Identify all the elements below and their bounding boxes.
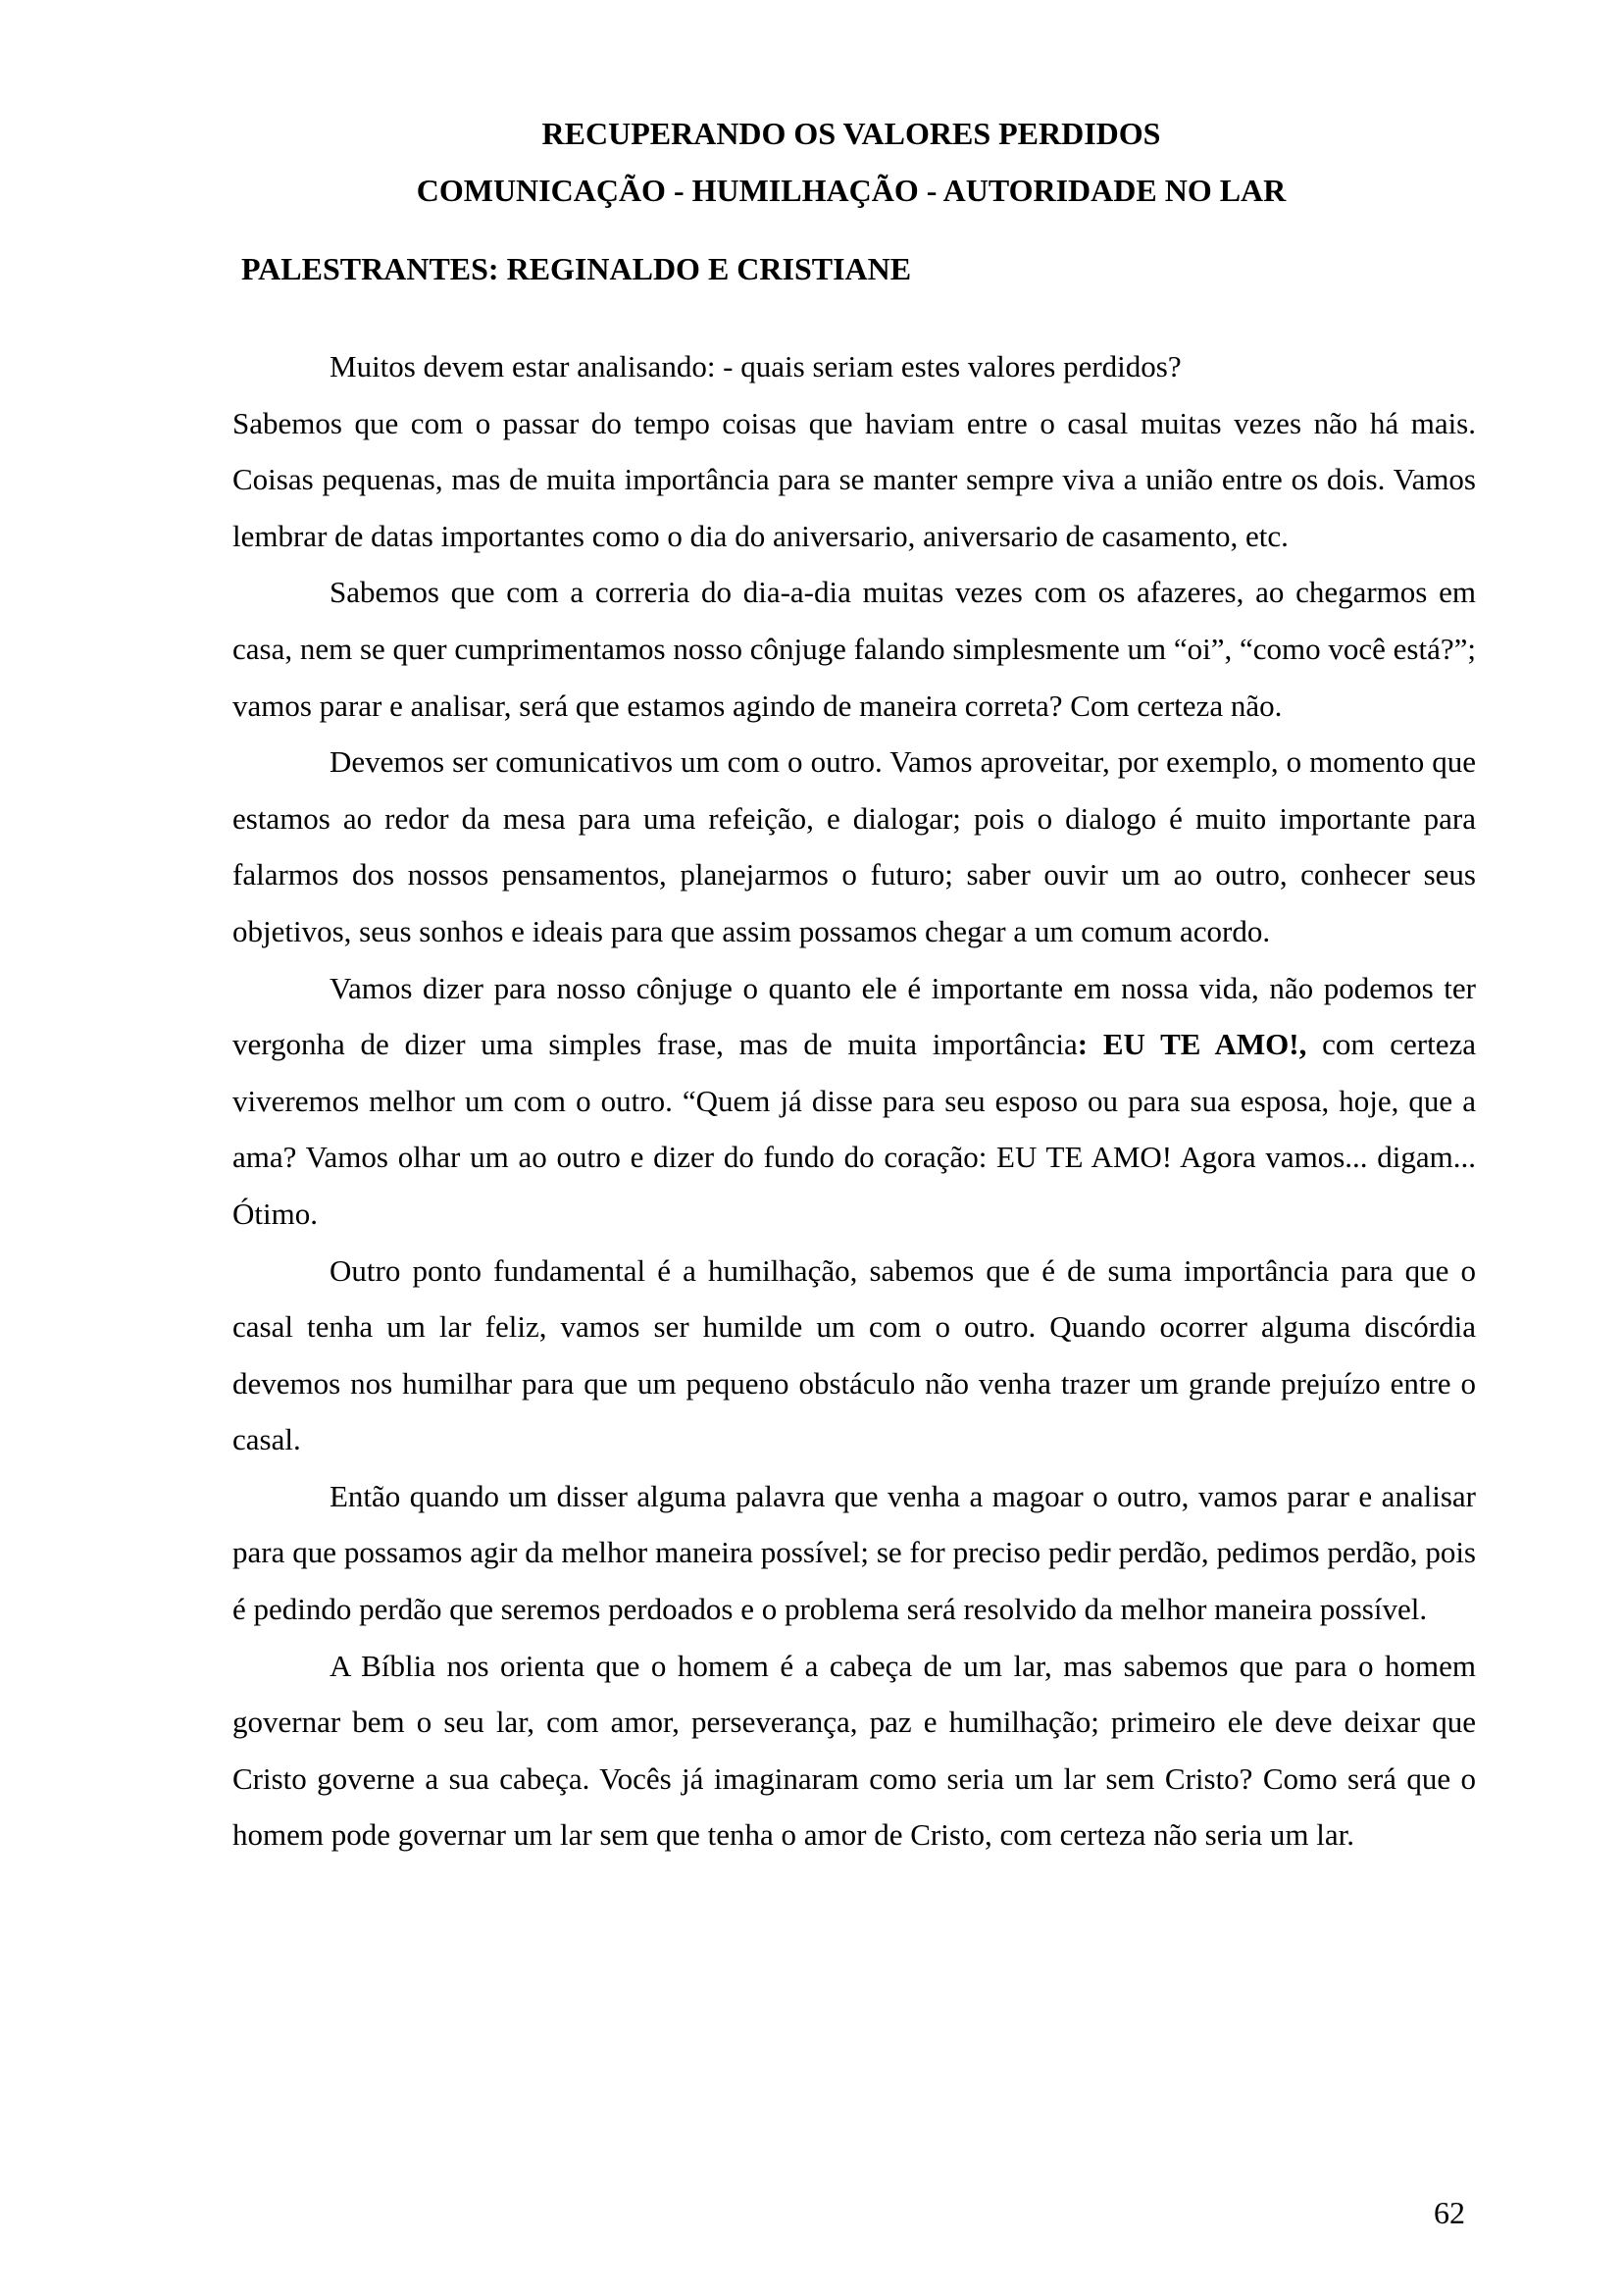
paragraph-7: Então quando um disser alguma palavra que venha a magoar o outro, vamos parar e analisar para que possamos agir da melhor maneira possível; se for preciso pedir perdão, pedimos perdão, pois é pedindo perdão que seremos perdoados e o problema será resolvido da melhor maneira possível. (232, 1478, 1476, 1627)
paragraph-2: Sabemos que com o passar do tempo coisas que haviam entre o casal muitas vezes não há mais. Coisas pequenas, mas de muita importância para se manter sempre viva a união entre os dois. Vamos lembrar de datas importantes como o dia do aniversario, aniversario de casamento, etc. (232, 405, 1476, 553)
paragraph-5 (232, 960, 1476, 1243)
speakers-line: PALESTRANTES: REGINALDO E CRISTIANE (241, 251, 912, 286)
paragraph-3: Sabemos que com a correria do dia-a-dia muitas vezes com os afazeres, ao chegarmos em casa, nem se quer cumprimentamos nosso cônjuge falando simplesmente um “oi”, “como você está?”; vamos parar e analisar, será que estamos agindo de maneira correta? Com certeza não. (232, 575, 1477, 723)
document-subtitle: COMUNICAÇÃO - HUMILHAÇÃO - AUTORIDADE NO LAR (416, 173, 1287, 208)
paragraph-1: Muitos devem estar analisando: - quais seriam estes valores perdidos? (330, 349, 1182, 383)
paragraph-5-text-start: Vamos dizer para nosso cônjuge o quanto ele é importante em nossa vida, não podemos ter vergonha de dizer uma simples frase, mas de muita importância (232, 970, 1476, 1062)
paragraph-5-bold-phrase: : EU TE AMO!, (1077, 1027, 1307, 1062)
document-title: RECUPERANDO OS VALORES PERDIDOS (541, 116, 1161, 151)
paragraph-8: A Bíblia nos orienta que o homem é a cabeça de um lar, mas sabemos que para o homem governar bem o seu lar, com amor, perseverança, paz e humilhação; primeiro ele deve deixar que Cristo governe a sua cabeça. Vocês já imaginaram como seria um lar sem Cristo? Como será que o homem pode governar um lar sem que tenha o amor de Cristo, com certeza não seria um lar. (232, 1648, 1476, 1853)
page-number: 62 (1434, 2195, 1465, 2230)
paragraph-5-text-end: com certeza viveremos melhor um com o outro. “Quem já disse para seu esposo ou para sua esposa, hoje, que a ama? Vamos olhar um ao outro e dizer do fundo do coração: EU TE AMO! Agora vamos... digam... Ótimo. (232, 1027, 1477, 1231)
document-body (232, 338, 1476, 1863)
paragraph-6: Outro ponto fundamental é a humilhação, sabemos que é de suma importância para que o casal tenha um lar feliz, vamos ser humilde um com o outro. Quando ocorrer alguma discórdia devemos nos humilhar para que um pequeno obstáculo não venha trazer um grande prejuízo entre o casal. (232, 1252, 1476, 1457)
paragraph-4: Devemos ser comunicativos um com o outro. Vamos aproveitar, por exemplo, o momento que estamos ao redor da mesa para uma refeição, e dialogar; pois o dialogo é muito importante para falarmos dos nossos pensamentos, planejarmos o futuro; saber ouvir um ao outro, conhecer seus objetivos, seus sonhos e ideais para que assim possamos chegar a um comum acordo. (232, 744, 1476, 948)
